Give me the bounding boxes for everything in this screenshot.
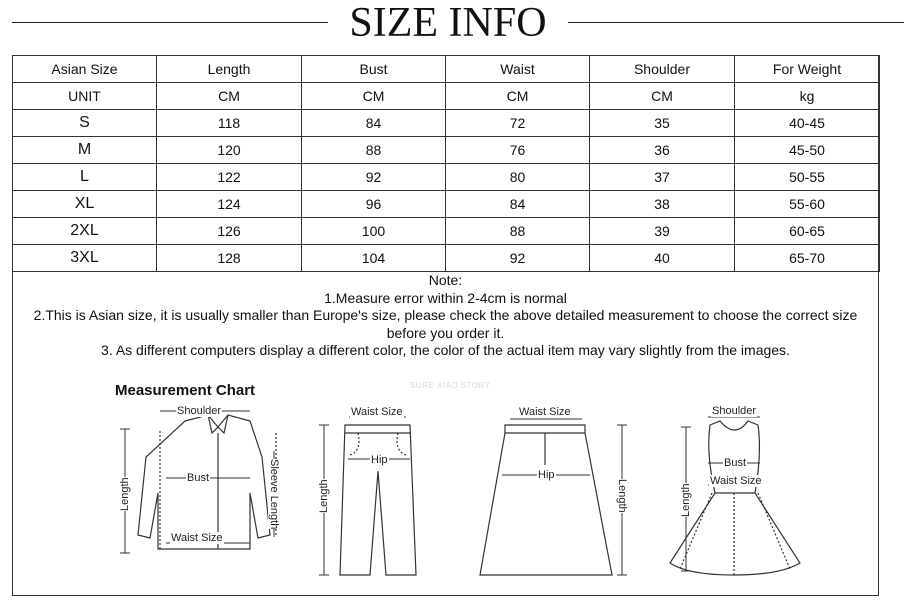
table-cell: 120 bbox=[157, 137, 302, 164]
dress-waist-label: Waist Size bbox=[710, 475, 762, 487]
size-cell: M bbox=[13, 137, 157, 164]
size-cell: S bbox=[13, 110, 157, 137]
shirt-length-label: Length bbox=[119, 477, 131, 511]
table-cell: 92 bbox=[446, 245, 590, 272]
unit-cell: CM bbox=[157, 83, 302, 110]
size-cell: L bbox=[13, 164, 157, 191]
table-cell: 38 bbox=[590, 191, 735, 218]
size-cell: 2XL bbox=[13, 218, 157, 245]
table-cell: 39 bbox=[590, 218, 735, 245]
size-cell: XL bbox=[13, 191, 157, 218]
table-row bbox=[13, 218, 880, 245]
shirt-bust-label: Bust bbox=[187, 472, 210, 484]
pants-length-label: Length bbox=[318, 479, 330, 513]
table-cell: 55-60 bbox=[735, 191, 880, 218]
chart-title: Measurement Chart bbox=[115, 382, 256, 399]
unit-cell: CM bbox=[446, 83, 590, 110]
header-cell: Bust bbox=[302, 56, 446, 83]
table-cell: 72 bbox=[446, 110, 590, 137]
table-cell: 40 bbox=[590, 245, 735, 272]
skirt-length-label: Length bbox=[616, 479, 628, 513]
table-cell: 60-65 bbox=[735, 218, 880, 245]
table-cell: 128 bbox=[157, 245, 302, 272]
table-cell: 84 bbox=[446, 191, 590, 218]
skirt-hip-label: Hip bbox=[538, 469, 555, 481]
table-unit-row bbox=[13, 83, 880, 110]
table-cell: 76 bbox=[446, 137, 590, 164]
table-cell: 104 bbox=[302, 245, 446, 272]
shirt-sleeve-label: Sleeve Length bbox=[268, 459, 280, 530]
shirt-waist-label: Waist Size bbox=[171, 532, 223, 544]
table-cell: 50-55 bbox=[735, 164, 880, 191]
table-cell: 40-45 bbox=[735, 110, 880, 137]
title-rule-right bbox=[568, 22, 904, 23]
table-cell: 35 bbox=[590, 110, 735, 137]
note-line-1: 1.Measure error within 2-4cm is normal bbox=[324, 289, 567, 306]
table-row bbox=[13, 245, 880, 272]
measurement-chart bbox=[100, 375, 880, 590]
size-table bbox=[12, 55, 880, 272]
page-title: SIZE INFO bbox=[349, 0, 547, 46]
table-cell: 36 bbox=[590, 137, 735, 164]
table-cell: 118 bbox=[157, 110, 302, 137]
table-cell: 88 bbox=[446, 218, 590, 245]
notes-heading: Note: bbox=[428, 272, 463, 288]
header-cell: Shoulder bbox=[590, 56, 735, 83]
note-line-2: 2.This is Asian size, it is usually smaller than Europe's size, please check the above detailed measurement to choose the correct size before you order it. bbox=[33, 307, 858, 341]
table-cell: 92 bbox=[302, 164, 446, 191]
title-rule-left bbox=[12, 22, 328, 23]
size-cell: 3XL bbox=[13, 245, 157, 272]
title-row bbox=[0, 0, 904, 46]
unit-cell: UNIT bbox=[13, 83, 157, 110]
pants-hip-label: Hip bbox=[371, 454, 388, 466]
table-cell: 45-50 bbox=[735, 137, 880, 164]
table-cell: 126 bbox=[157, 218, 302, 245]
note-line-3: 3. As different computers display a different color, the color of the actual item may vary slightly from the images. bbox=[101, 342, 790, 358]
shirt-shoulder-label: Shoulder bbox=[177, 405, 222, 417]
header-cell: Length bbox=[157, 56, 302, 83]
table-cell: 124 bbox=[157, 191, 302, 218]
table-row bbox=[13, 137, 880, 164]
dress-shoulder-label: Shoulder bbox=[712, 405, 757, 417]
dress-length-label: Length bbox=[680, 483, 692, 517]
table-row bbox=[13, 191, 880, 218]
table-cell: 88 bbox=[302, 137, 446, 164]
unit-cell: CM bbox=[590, 83, 735, 110]
watermark: SURE XIAO STORY bbox=[410, 381, 491, 390]
table-row bbox=[13, 110, 880, 137]
header-cell: For Weight bbox=[735, 56, 880, 83]
unit-cell: CM bbox=[302, 83, 446, 110]
table-header-row bbox=[13, 56, 880, 83]
skirt-illustration bbox=[480, 425, 612, 575]
notes-block bbox=[12, 272, 879, 360]
pants-illustration bbox=[340, 425, 416, 575]
table-cell: 96 bbox=[302, 191, 446, 218]
pants-waist-label: Waist Size bbox=[351, 406, 403, 418]
table-cell: 80 bbox=[446, 164, 590, 191]
table-cell: 122 bbox=[157, 164, 302, 191]
table-row bbox=[13, 164, 880, 191]
table-cell: 100 bbox=[302, 218, 446, 245]
unit-cell: kg bbox=[735, 83, 880, 110]
table-cell: 84 bbox=[302, 110, 446, 137]
header-cell: Waist bbox=[446, 56, 590, 83]
table-cell: 65-70 bbox=[735, 245, 880, 272]
table-cell: 37 bbox=[590, 164, 735, 191]
skirt-waist-label: Waist Size bbox=[519, 406, 571, 418]
header-cell: Asian Size bbox=[13, 56, 157, 83]
dress-bust-label: Bust bbox=[724, 457, 747, 469]
